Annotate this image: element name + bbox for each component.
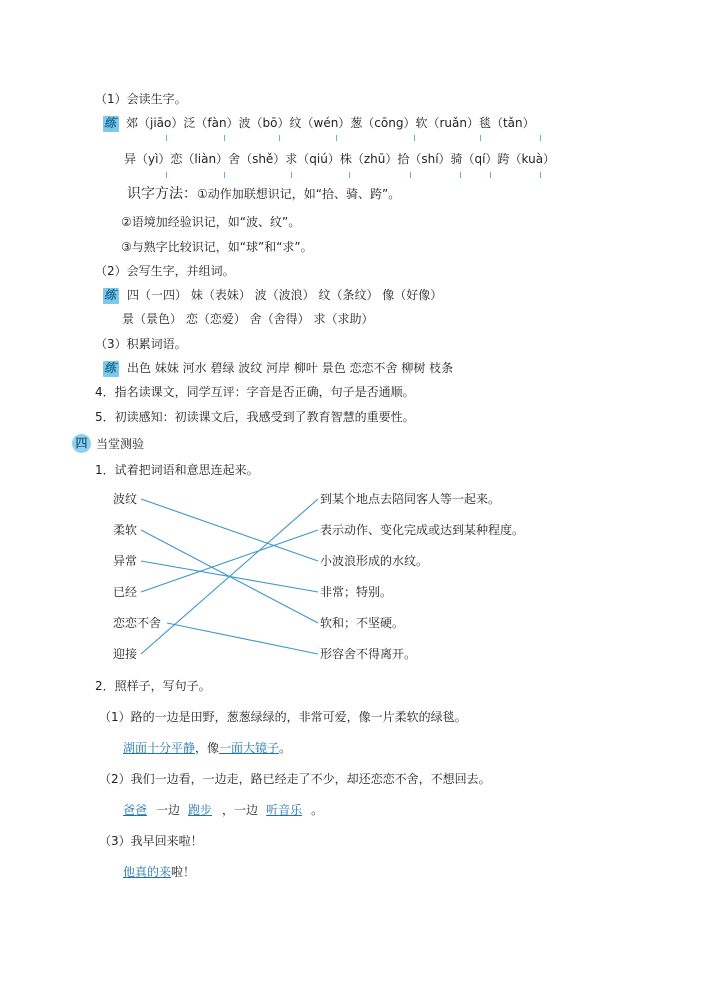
q2-heading: 2．照样子，写句子。 bbox=[95, 679, 211, 693]
right-meaning-5: 软和；不坚硬。 bbox=[320, 616, 405, 630]
q2-answer-3 bbox=[123, 864, 195, 880]
answer-text: ，像 bbox=[195, 741, 220, 755]
answer-text: ，一边 bbox=[222, 803, 259, 817]
right-meaning-6: 形容舍不得离开。 bbox=[320, 647, 417, 661]
practice-badge-icon: 练 bbox=[103, 115, 121, 131]
practice-badge-icon: 练 bbox=[103, 360, 121, 376]
method-1: ①动作加联想识记，如“拾、骑、跨”。 bbox=[197, 187, 401, 201]
method-3: ③与熟字比较识记，如“球”和“求”。 bbox=[121, 240, 313, 254]
left-word-3: 异常 bbox=[113, 554, 138, 568]
left-word-6: 迎接 bbox=[113, 647, 138, 661]
answer-text: 啦！ bbox=[171, 865, 196, 879]
part2-row-1: 四（一四） 妹（表妹） 波（波浪） 纹（条纹） 像（好像） bbox=[127, 288, 443, 302]
part3-heading: （3）积累词语。 bbox=[95, 337, 187, 351]
method-title: 识字方法： bbox=[127, 186, 197, 202]
left-word-5: 恋恋不舍 bbox=[113, 616, 162, 630]
left-word-2: 柔软 bbox=[113, 523, 138, 537]
part3-words: 出色 妹妹 河水 碧绿 波纹 河岸 柳叶 景色 恋恋不舍 柳树 枝条 bbox=[127, 361, 454, 375]
right-meaning-3: 小波浪形成的水纹。 bbox=[320, 554, 429, 568]
answer-blank: 听音乐 bbox=[266, 803, 303, 817]
part2-row-2: 景（景色） 恋（恋爱） 舍（舍得） 求（求助） bbox=[122, 312, 374, 326]
answer-blank: 爸爸 bbox=[123, 803, 148, 817]
match-line-6 bbox=[141, 499, 318, 654]
match-line-1 bbox=[141, 499, 318, 561]
q2-sentence-1: （1）路的一边是田野，葱葱绿绿的，非常可爱，像一片柔软的绿毯。 bbox=[99, 710, 467, 724]
section-title: 当堂测验 bbox=[96, 437, 145, 451]
left-word-1: 波纹 bbox=[113, 492, 138, 506]
answer-blank: 跑步 bbox=[188, 803, 213, 817]
answer-blank: 湖面十分平静 bbox=[123, 741, 196, 755]
q2-answer-1 bbox=[123, 740, 291, 756]
answer-blank: 他真的来 bbox=[123, 865, 172, 879]
pinyin-row-1: 郊（jiāo）泛（fàn）波（bō）纹（wén）葱（cōng）软（ruǎn）毯（tǎn） bbox=[126, 116, 535, 130]
right-meaning-2: 表示动作、变化完成或达到某种程度。 bbox=[320, 523, 525, 537]
q2-sentence-2: （2）我们一边看，一边走，路已经走了不少，却还恋恋不舍，不想回去。 bbox=[99, 772, 491, 786]
q1-heading: 1．试着把词语和意思连起来。 bbox=[95, 463, 259, 477]
method-2: ②语境加经验识记，如“波、纹”。 bbox=[121, 215, 301, 229]
answer-text: 。 bbox=[279, 741, 292, 755]
match-line-4 bbox=[141, 530, 318, 592]
answer-blank: 一面大镜子 bbox=[219, 741, 280, 755]
part2-heading: （2）会写生字，并组词。 bbox=[95, 264, 235, 278]
q2-answer-2 bbox=[123, 802, 323, 818]
pinyin-row-2: 异（yì）恋（liàn）舍（shě）求（qiú）株（zhū）拾（shí）骑（qí）跨（kuà） bbox=[124, 152, 556, 166]
answer-text: 一边 bbox=[156, 803, 181, 817]
match-line-5 bbox=[167, 623, 318, 654]
practice-badge-icon: 练 bbox=[103, 287, 121, 303]
right-meaning-4: 非常；特别。 bbox=[320, 585, 393, 599]
left-word-4: 已经 bbox=[113, 585, 138, 599]
item-5: 5．初读感知：初读课文后，我感受到了教育智慧的重要性。 bbox=[95, 410, 415, 424]
item-4: 4．指名读课文，同学互评：字音是否正确，句子是否通顺。 bbox=[95, 385, 415, 399]
part1-heading: （1）会读生字。 bbox=[95, 92, 187, 106]
section-number: 四 bbox=[75, 436, 88, 450]
q2-sentence-3: （3）我早回来啦！ bbox=[99, 834, 203, 848]
answer-text: 。 bbox=[311, 803, 324, 817]
right-meaning-1: 到某个地点去陪同客人等一起来。 bbox=[320, 492, 501, 506]
